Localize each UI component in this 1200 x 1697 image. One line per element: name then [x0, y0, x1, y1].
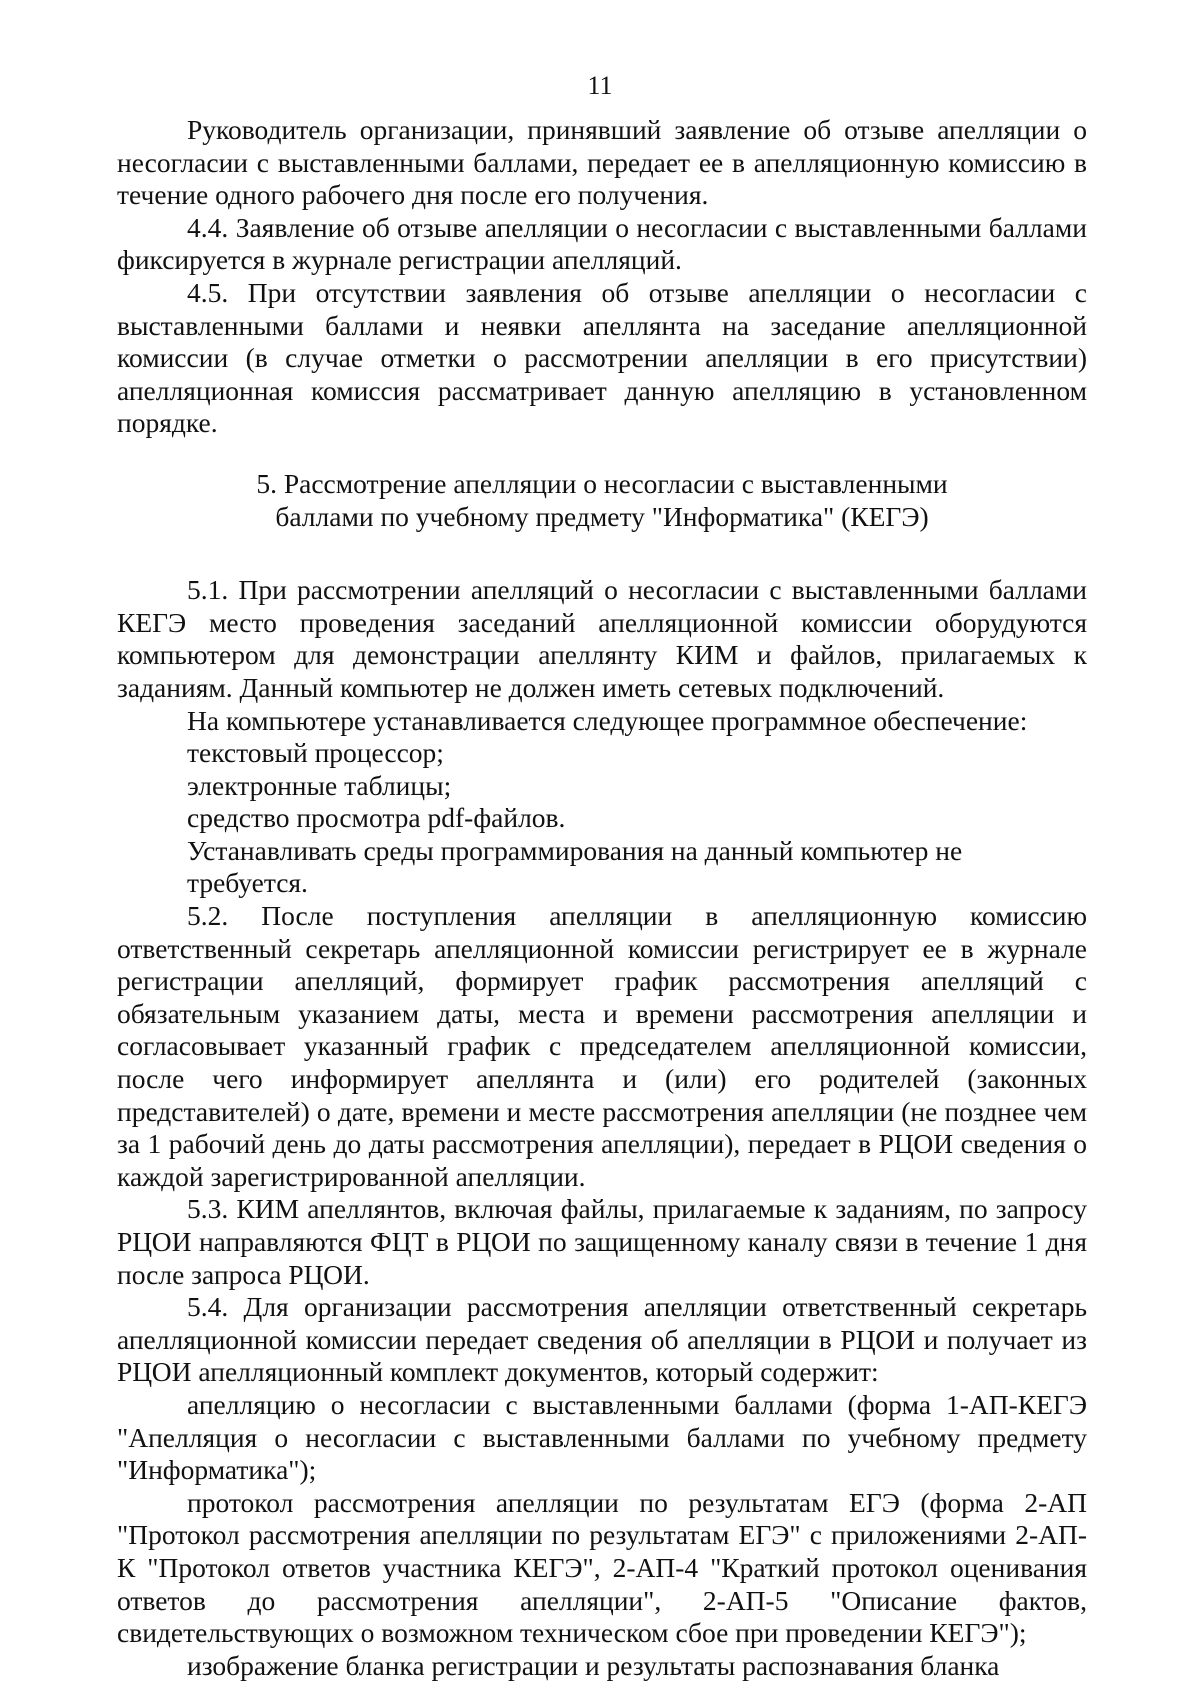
page-number: 11	[587, 71, 613, 100]
software-item-pdf-viewer: средство просмотра pdf-файлов.	[187, 802, 566, 834]
no-ide-note: Устанавливать среды программирования на данный компьютер не требуется.	[187, 834, 963, 899]
paragraph-5-4: 5.4. Для организации рассмотрения апелляции ответственный секретарь апелляционной комиссии передает сведения об апелляции в РЦОИ и получает из РЦОИ апелляционный комплект документов, который содержит:	[117, 1291, 1087, 1388]
paragraph-head-of-organization: Руководитель организации, принявший заявление об отзыве апелляции о несогласии с выставленными баллами, передает ее в апелляционную комиссию в течение одного рабочего дня после его получения.	[117, 114, 1087, 211]
paragraph-5-1: 5.1. При рассмотрении апелляций о несогласии с выставленными баллами КЕГЭ место проведения заседаний апелляционной комиссии оборудуются компьютером для демонстрации апеллянту КИМ и файлов, прилагаемых к заданиям. Данный компьютер не должен иметь сетевых подключений.	[117, 574, 1087, 703]
page-body	[117, 114, 1087, 1682]
kit-item-registration-form-image: изображение бланка регистрации и результаты распознавания бланка	[187, 1649, 1000, 1681]
software-item-spreadsheets: электронные таблицы;	[187, 769, 452, 801]
software-item-word-processor: текстовый процессор;	[187, 737, 444, 769]
paragraph-5-2: 5.2. После поступления апелляции в апелляционную комиссию ответственный секретарь апелляционной комиссии регистрирует ее в журнале регистрации апелляций, формирует график рассмотрения апелляций с обязательным указанием даты, места и времени рассмотрения апелляции и согласовывает указанный график с председателем апелляционной комиссии, после чего информирует апеллянта и (или) его родителей (законных представителей) о дате, времени и месте рассмотрения апелляции (не позднее чем за 1 рабочий день до даты рассмотрения апелляции), передает в РЦОИ сведения о каждой зарегистрированной апелляции.	[117, 900, 1087, 1192]
kit-item-appeal-form: апелляцию о несогласии с выставленными баллами (форма 1-АП-КЕГЭ "Апелляция о несогласии с выставленными баллами по учебному предмету "Информатика");	[117, 1388, 1087, 1486]
kit-item-protocol: протокол рассмотрения апелляции по результатам ЕГЭ (форма 2-АП "Протокол рассмотрения апелляции по результатам ЕГЭ" с приложениями 2-АП-К "Протокол ответов участника КЕГЭ", 2-АП-4 "Краткий протокол оценивания ответов до рассмотрения апелляции", 2-АП-5 "Описание фактов, свидетельствующих о возможном техническом сбое при проведении КЕГЭ");	[117, 1486, 1087, 1649]
section-5-heading-line-2: баллами по учебному предмету "Информатика" (КЕГЭ)	[275, 500, 929, 532]
section-5-heading-line-1: 5. Рассмотрение апелляции о несогласии с выставленными	[256, 467, 948, 499]
paragraph-5-3: 5.3. КИМ апеллянтов, включая файлы, прилагаемые к заданиям, по запросу РЦОИ направляются ФЦТ в РЦОИ по защищенному каналу связи в течение 1 дня после запроса РЦОИ.	[117, 1193, 1087, 1290]
paragraph-4-4: 4.4. Заявление об отзыве апелляции о несогласии с выставленными баллами фиксируется в журнале регистрации апелляций.	[117, 211, 1087, 276]
software-intro: На компьютере устанавливается следующее программное обеспечение:	[187, 704, 1028, 736]
section-5-heading	[117, 468, 1087, 533]
paragraph-4-5: 4.5. При отсутствии заявления об отзыве апелляции о несогласии с выставленными баллами и неявки апеллянта на заседание апелляционной комиссии (в случае отметки о рассмотрении апелляции в его присутствии) апелляционная комиссия рассматривает данную апелляцию в установленном порядке.	[117, 276, 1087, 439]
